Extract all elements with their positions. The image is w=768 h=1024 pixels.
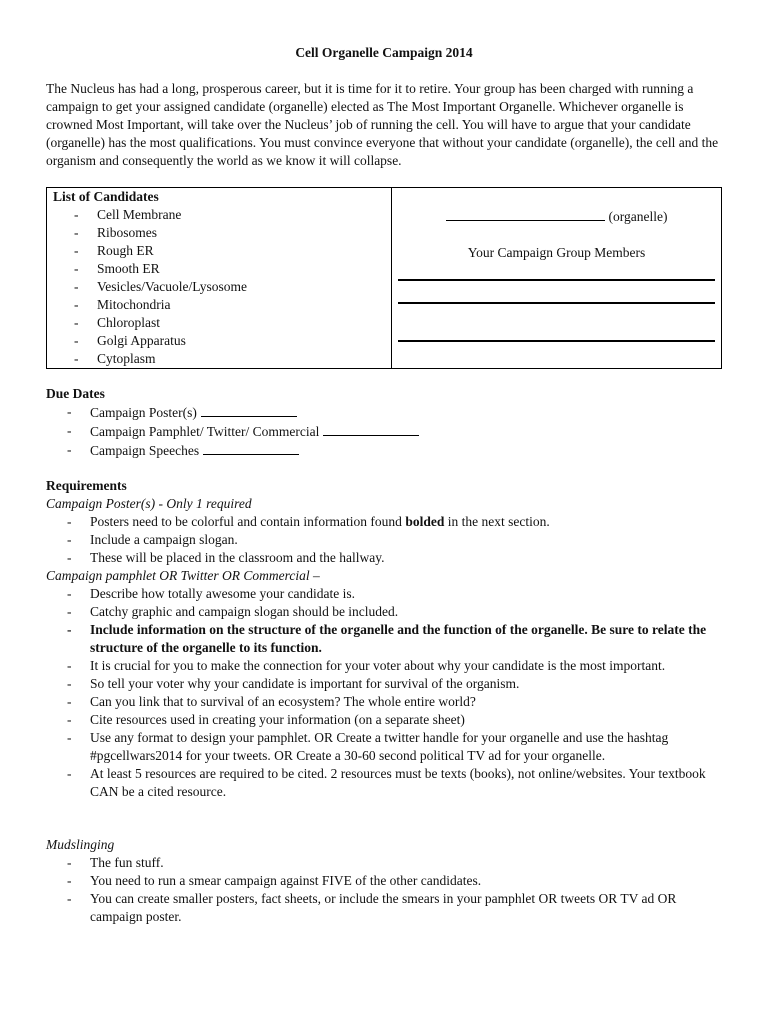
mudslinging-item: - You need to run a smear campaign against FIVE of the other candidates. [61, 872, 722, 890]
poster-item [61, 513, 722, 531]
candidate-item: - Golgi Apparatus [68, 332, 391, 350]
due-date-label: Campaign Poster(s) [90, 405, 197, 420]
organelle-blank[interactable] [446, 207, 605, 221]
due-date-item [61, 422, 722, 441]
pamphlet-item: - Include information on the structure of the organelle and the function of the organelle. Be sure to relate the structure of the organelle to its function. [61, 621, 722, 657]
candidates-list-cell [47, 188, 392, 369]
candidates-heading: List of Candidates [53, 189, 159, 204]
pamphlet-item: - So tell your voter why your candidate is important for survival of the organism. [61, 675, 722, 693]
due-dates-heading: Due Dates [46, 386, 105, 401]
pamphlet-item: - Use any format to design your pamphlet. OR Create a twitter handle for your organelle and use the hashtag #pgcellwars2014 for your tweets. OR Create a 30-60 second political TV ad for your organelle. [61, 729, 722, 765]
poster-item: - Include a campaign slogan. [61, 531, 722, 549]
pamphlet-item: - Describe how totally awesome your candidate is. [61, 585, 722, 603]
poster-item-text: in the next section. [444, 514, 550, 529]
poster-item-text: Posters need to be colorful and contain information found [90, 514, 406, 529]
due-dates-list [46, 403, 722, 460]
due-date-blank[interactable] [203, 441, 299, 455]
pamphlet-list [46, 585, 722, 801]
pamphlet-item: - At least 5 resources are required to be cited. 2 resources must be texts (books), not online/websites. Your textbook CAN be a cited resource. [61, 765, 722, 801]
due-date-label: Campaign Pamphlet/ Twitter/ Commercial [90, 424, 320, 439]
candidate-item: - Chloroplast [68, 314, 391, 332]
candidate-item: - Mitochondria [68, 296, 391, 314]
organelle-label: (organelle) [608, 209, 668, 224]
pamphlet-heading: Campaign pamphlet OR Twitter OR Commercial – [46, 568, 320, 583]
member-line[interactable] [398, 340, 715, 342]
pamphlet-item: - Catchy graphic and campaign slogan should be included. [61, 603, 722, 621]
candidate-item: - Vesicles/Vacuole/Lysosome [68, 278, 391, 296]
candidate-item: - Ribosomes [68, 224, 391, 242]
pamphlet-item: - It is crucial for you to make the connection for your voter about why your candidate is the most important. [61, 657, 722, 675]
due-date-blank[interactable] [201, 403, 297, 417]
document-title: Cell Organelle Campaign 2014 [295, 45, 473, 60]
members-label: Your Campaign Group Members [467, 245, 646, 260]
candidate-item: - Cell Membrane [68, 206, 391, 224]
due-date-label: Campaign Speeches [90, 443, 200, 458]
poster-heading: Campaign Poster(s) - Only 1 required [46, 496, 252, 511]
organelle-line [393, 207, 720, 226]
poster-item-bold: bolded [405, 514, 445, 529]
mudslinging-heading: Mudslinging [46, 837, 115, 852]
due-date-blank[interactable] [323, 422, 419, 436]
intro-paragraph: The Nucleus has had a long, prosperous career, but it is time for it to retire. Your group has been charged with running a campaign to get your assigned candidate (organelle) elected as The Most Important Organelle. Whichever organelle is crowned Most Important, will take over the Nucleus’ job of running the cell. You will have to argue that your candidate (organelle) has the most qualifications. You must convince everyone that without your candidate (organelle), the cell and the organism and consequently the world as we know it will collapse. [46, 81, 719, 168]
pamphlet-item: - Cite resources used in creating your information (on a separate sheet) [61, 711, 722, 729]
mudslinging-item: - You can create smaller posters, fact sheets, or include the smears in your pamphlet OR tweets OR TV ad OR campaign poster. [61, 890, 722, 926]
member-line[interactable] [398, 279, 715, 281]
due-dates-section [46, 385, 722, 460]
pamphlet-item: - Can you link that to survival of an ecosystem? The whole entire world? [61, 693, 722, 711]
group-info-cell [392, 188, 722, 369]
mudslinging-item: - The fun stuff. [61, 854, 722, 872]
mudslinging-list [46, 854, 722, 926]
candidates-list [53, 206, 391, 368]
candidate-item: - Cytoplasm [68, 350, 391, 368]
candidates-table [46, 187, 722, 369]
due-date-item [61, 403, 722, 422]
requirements-section [46, 477, 722, 801]
member-line[interactable] [398, 302, 715, 304]
requirements-heading: Requirements [46, 478, 127, 493]
candidate-item: - Rough ER [68, 242, 391, 260]
due-date-item [61, 441, 722, 460]
mudslinging-section [46, 836, 722, 926]
poster-item: - These will be placed in the classroom and the hallway. [61, 549, 722, 567]
poster-list [46, 513, 722, 567]
candidate-item: - Smooth ER [68, 260, 391, 278]
